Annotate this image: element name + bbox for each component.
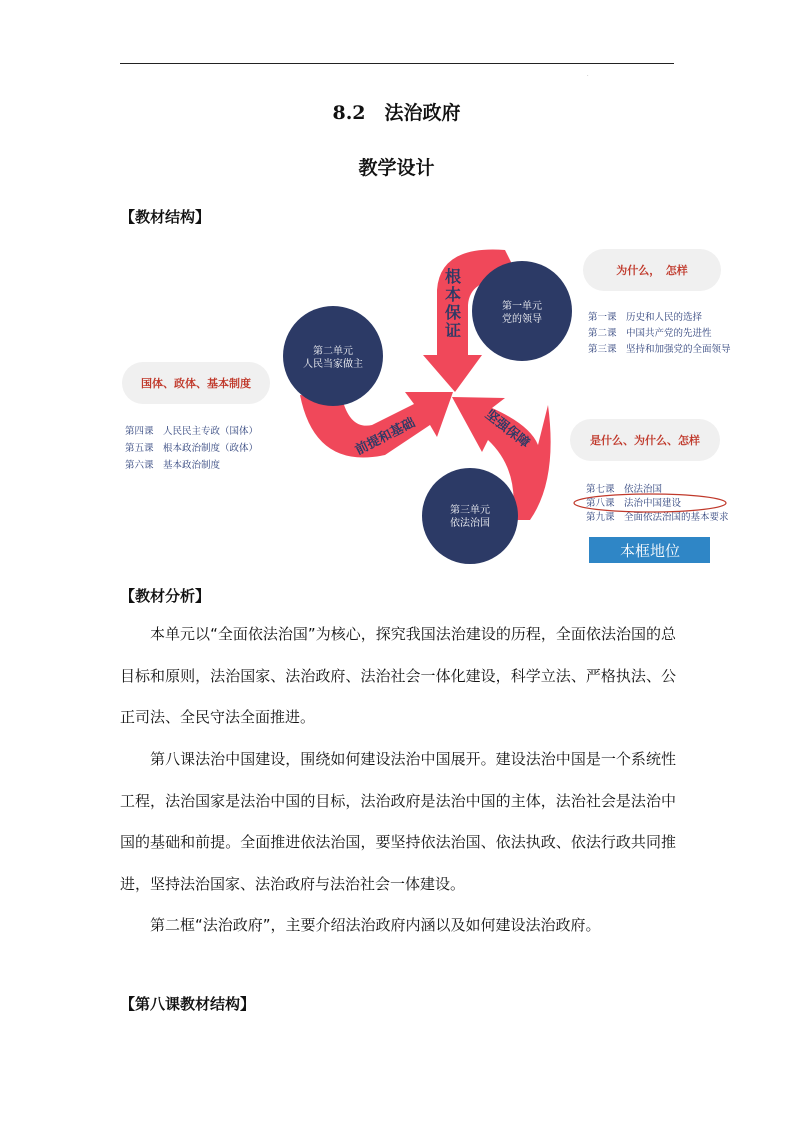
list-rb-1: 第八课 法治中国建设	[586, 498, 682, 509]
unit1-line2: 党的领导	[502, 314, 542, 325]
analysis-paragraph-3: 第二框“法治政府”，主要介绍法治政府内涵以及如何建设法治政府。	[150, 916, 601, 934]
unit3-circle	[422, 468, 518, 564]
list-rt-1: 第二课 中国共产党的先进性	[588, 328, 712, 339]
unit2-line2: 人民当家做主	[303, 359, 363, 370]
unit3-line1: 第三单元	[450, 505, 490, 516]
arrow-left-text: 前提和基础	[353, 415, 418, 459]
unit3-line2: 依法治国	[450, 518, 490, 529]
list-left-0: 第四课 人民民主专政（国体）	[125, 426, 259, 437]
position-label-text: 本框地位	[619, 542, 681, 560]
list-left-2: 第六课 基本政治制度	[125, 460, 221, 471]
list-rt-2: 第三课 坚持和加强党的全面领导	[588, 344, 731, 355]
analysis-paragraph-2: 第八课法治中国建设，围绕如何建设法治中国展开。建设法治中国是一个系统性工程，法治国家是法治中国的目标，法治政府是法治中国的主体，法治社会是法治中国的基础和前提。全面推进依法治国，要坚持依法治国、依法执政、依法行政共同推进，坚持法治国家、法治政府与法治社会一体建设。	[120, 750, 676, 893]
structure-heading: 【教材结构】	[120, 208, 211, 226]
doc-subtitle: 教学设计	[358, 157, 435, 179]
list-rb-2: 第九课 全面依法治国的基本要求	[586, 512, 729, 523]
doc-title: 8.2 法治政府	[332, 102, 461, 124]
analysis-heading: 【教材分析】	[120, 587, 211, 605]
header-rule	[120, 63, 674, 64]
lesson8-heading: 【第八课教材结构】	[120, 995, 256, 1013]
list-left-1: 第五课 根本政治制度（政体）	[125, 443, 259, 454]
bubble-right-text: 是什么、为什么、怎样	[590, 434, 700, 447]
unit1-line1: 第一单元	[502, 301, 542, 312]
bubble-left-text: 国体、政体、基本制度	[141, 377, 251, 390]
unit2-line1: 第二单元	[313, 346, 353, 357]
analysis-paragraph-1: 本单元以“全面依法治国”为核心，探究我国法治建设的历程，全面依法治国的总目标和原则，法治国家、法治政府、法治社会一体化建设，科学立法、严格执法、公正司法、全民守法全面推进。	[120, 625, 676, 726]
list-rb-0: 第七课 依法治国	[586, 484, 663, 495]
arrow-top-text: 根本保证	[442, 268, 462, 340]
arrow-right-text: 坚强保障	[482, 407, 533, 452]
bubble-top-right-text: 为什么， 怎样	[616, 264, 688, 277]
header-dot: .	[587, 72, 589, 78]
structure-diagram	[0, 230, 793, 570]
list-rt-0: 第一课 历史和人民的选择	[588, 312, 703, 323]
